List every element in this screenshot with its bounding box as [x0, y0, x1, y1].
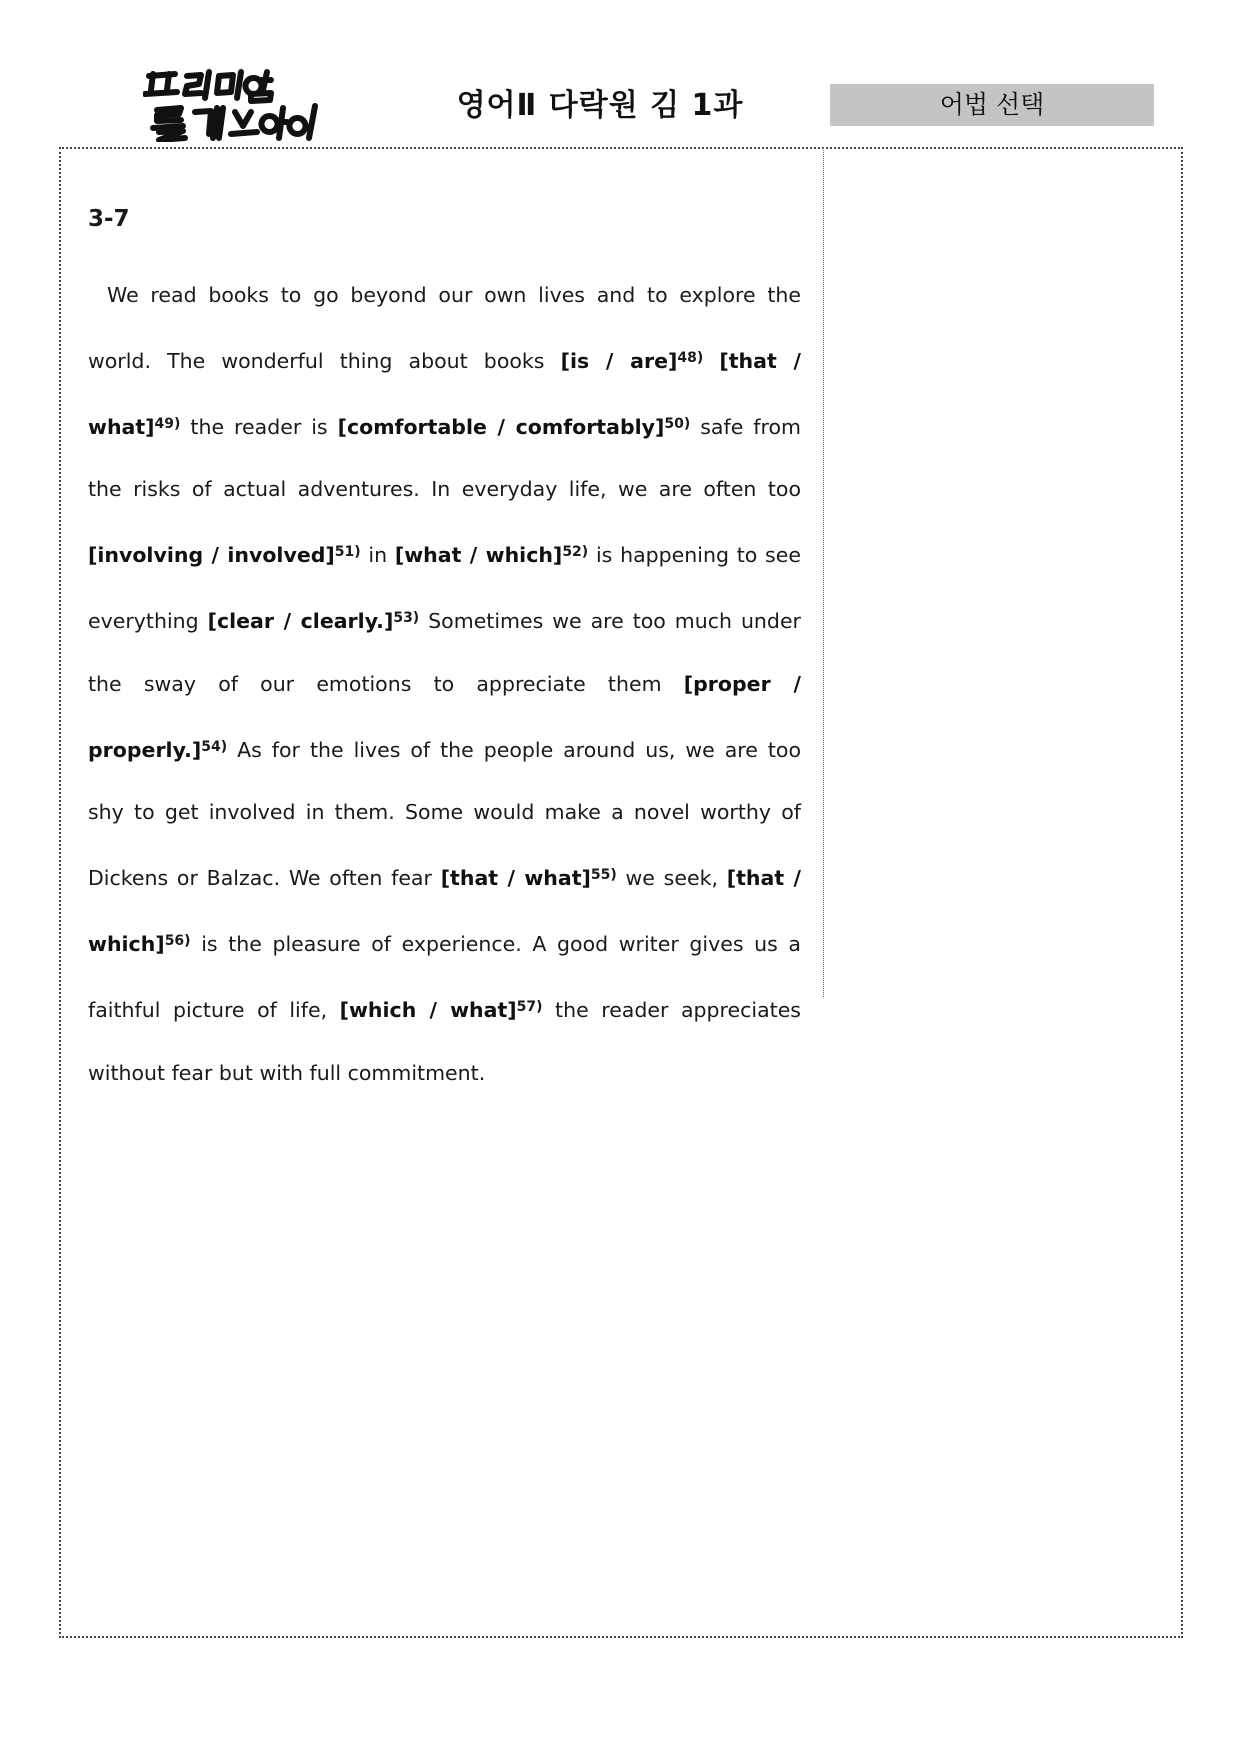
question-number: 56) — [164, 932, 191, 949]
question-number: 49) — [154, 415, 181, 432]
passage-segment: We read books to go beyond our own lives and to explore the world. The wonderful thing about books — [88, 283, 801, 373]
question-number: 51) — [334, 544, 361, 561]
passage-segment: As for the lives of the people around us, we are too shy to get involved in them. Some would make a novel worthy of Dickens or Balzac. We often fear — [88, 737, 801, 891]
column-divider — [823, 147, 824, 997]
passage-segment: the reader is — [180, 414, 338, 439]
question-number: 52) — [562, 544, 589, 561]
grammar-choice: [that / which] — [88, 866, 801, 956]
question-number: 54) — [201, 738, 228, 755]
worksheet-type-label: 어법 선택 — [830, 84, 1154, 126]
grammar-choice: [that / what] — [440, 866, 591, 891]
grammar-choice: [that / what] — [88, 348, 801, 439]
section-number: 3-7 — [88, 206, 130, 232]
passage-segment: is happening to see everything — [88, 543, 801, 633]
document-title: 영어Ⅱ 다락원 김 1과 — [456, 88, 744, 123]
passage-segment — [703, 349, 719, 373]
passage-segment: in — [360, 543, 395, 568]
passage-segment: is the pleasure of experience. A good writer gives us a faithful picture of life, — [88, 931, 801, 1022]
passage-text — [88, 264, 801, 1104]
question-number: 53) — [393, 609, 420, 626]
logo-graphic — [143, 68, 323, 142]
passage-segment: Sometimes we are too much under the sway of our emotions to appreciate them — [88, 608, 801, 696]
passage-segment: we seek, — [616, 866, 727, 891]
question-number: 57) — [516, 998, 543, 1015]
question-number: 55) — [590, 867, 617, 884]
question-number: 48) — [677, 349, 704, 366]
grammar-choice: [which / what] — [339, 997, 517, 1022]
grammar-choice: [involving / involved] — [88, 543, 335, 568]
grammar-choice: [clear / clearly.] — [207, 608, 394, 633]
grammar-choice: [what / which] — [394, 543, 563, 568]
grammar-choice: [is / are] — [560, 348, 678, 373]
passage-segment: the reader appreciates without fear but with full commitment. — [88, 997, 801, 1085]
question-number: 50) — [664, 415, 691, 432]
logo — [143, 68, 323, 142]
grammar-choice: [proper / properly.] — [88, 671, 801, 762]
grammar-choice: [comfortable / comfortably] — [337, 414, 665, 439]
passage-segment: safe from the risks of actual adventures. In everyday life, we are often too — [88, 414, 802, 502]
